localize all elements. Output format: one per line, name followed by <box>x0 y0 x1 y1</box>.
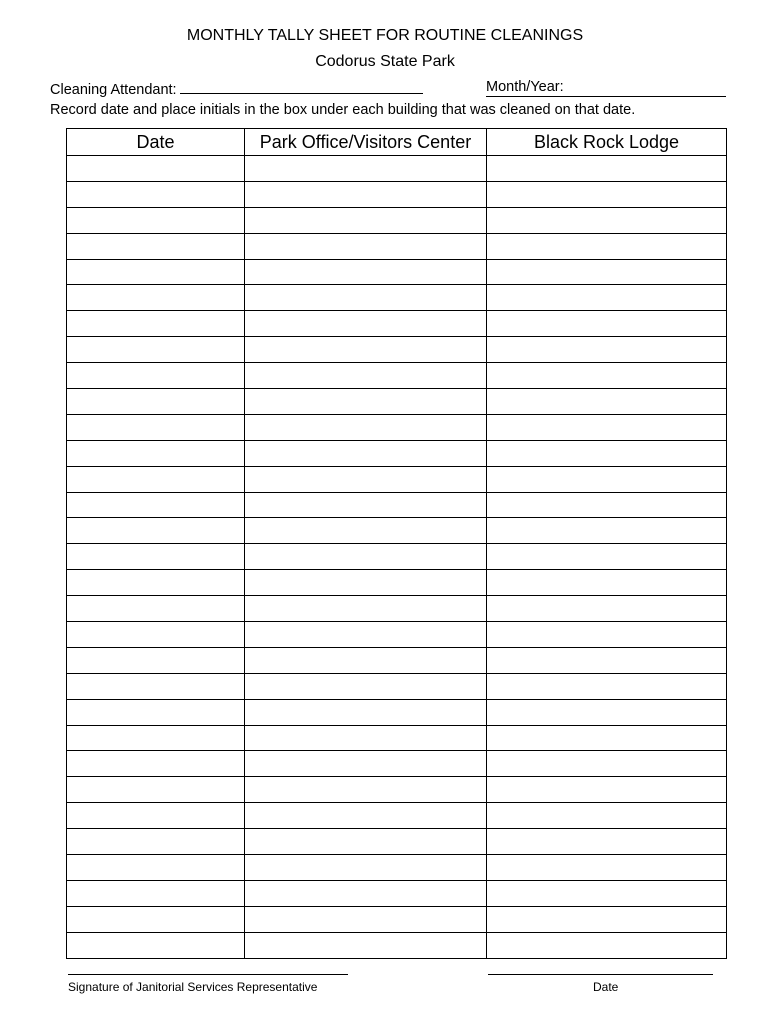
park-office-cell[interactable] <box>245 570 487 596</box>
black-rock-lodge-cell[interactable] <box>487 544 727 570</box>
date-cell[interactable] <box>67 414 245 440</box>
park-office-cell[interactable] <box>245 285 487 311</box>
date-cell[interactable] <box>67 880 245 906</box>
black-rock-lodge-cell[interactable] <box>487 492 727 518</box>
date-cell[interactable] <box>67 156 245 182</box>
park-office-cell[interactable] <box>245 363 487 389</box>
date-cell[interactable] <box>67 932 245 958</box>
column-header-date: Date <box>67 129 245 156</box>
date-cell[interactable] <box>67 777 245 803</box>
park-office-cell[interactable] <box>245 906 487 932</box>
table-row <box>67 259 727 285</box>
date-cell[interactable] <box>67 363 245 389</box>
park-office-cell[interactable] <box>245 880 487 906</box>
table-row <box>67 596 727 622</box>
table-row <box>67 181 727 207</box>
month-year-label: Month/Year: <box>486 79 564 95</box>
black-rock-lodge-cell[interactable] <box>487 906 727 932</box>
date-cell[interactable] <box>67 389 245 415</box>
black-rock-lodge-cell[interactable] <box>487 156 727 182</box>
table-row <box>67 337 727 363</box>
black-rock-lodge-cell[interactable] <box>487 311 727 337</box>
date-cell[interactable] <box>67 829 245 855</box>
table-row <box>67 906 727 932</box>
date-cell[interactable] <box>67 647 245 673</box>
date-cell[interactable] <box>67 803 245 829</box>
date-cell[interactable] <box>67 725 245 751</box>
table-row <box>67 647 727 673</box>
park-office-cell[interactable] <box>245 647 487 673</box>
park-office-cell[interactable] <box>245 725 487 751</box>
date-cell[interactable] <box>67 570 245 596</box>
park-office-cell[interactable] <box>245 751 487 777</box>
park-office-cell[interactable] <box>245 699 487 725</box>
black-rock-lodge-cell[interactable] <box>487 363 727 389</box>
park-office-cell[interactable] <box>245 544 487 570</box>
date-cell[interactable] <box>67 440 245 466</box>
date-cell[interactable] <box>67 906 245 932</box>
table-row <box>67 699 727 725</box>
date-cell[interactable] <box>67 311 245 337</box>
black-rock-lodge-cell[interactable] <box>487 414 727 440</box>
table-row <box>67 829 727 855</box>
park-name: Codorus State Park <box>315 53 455 70</box>
park-office-cell[interactable] <box>245 596 487 622</box>
table-row <box>67 414 727 440</box>
date-cell[interactable] <box>67 337 245 363</box>
table-row <box>67 285 727 311</box>
table-row <box>67 466 727 492</box>
park-office-cell[interactable] <box>245 829 487 855</box>
date-cell[interactable] <box>67 259 245 285</box>
black-rock-lodge-cell[interactable] <box>487 466 727 492</box>
table-row <box>67 855 727 881</box>
park-office-cell[interactable] <box>245 259 487 285</box>
park-office-cell[interactable] <box>245 492 487 518</box>
black-rock-lodge-cell[interactable] <box>487 777 727 803</box>
table-row <box>67 777 727 803</box>
table-row <box>67 440 727 466</box>
date-cell[interactable] <box>67 181 245 207</box>
date-cell[interactable] <box>67 466 245 492</box>
table-row <box>67 518 727 544</box>
date-cell[interactable] <box>67 285 245 311</box>
date-cell[interactable] <box>67 596 245 622</box>
black-rock-lodge-cell[interactable] <box>487 207 727 233</box>
black-rock-lodge-cell[interactable] <box>487 803 727 829</box>
table-row <box>67 233 727 259</box>
park-office-cell[interactable] <box>245 337 487 363</box>
table-header-row <box>67 129 727 156</box>
table-row <box>67 932 727 958</box>
table-row <box>67 673 727 699</box>
date-cell[interactable] <box>67 207 245 233</box>
park-office-cell[interactable] <box>245 181 487 207</box>
black-rock-lodge-cell[interactable] <box>487 647 727 673</box>
date-line[interactable] <box>488 964 713 975</box>
black-rock-lodge-cell[interactable] <box>487 570 727 596</box>
park-office-cell[interactable] <box>245 233 487 259</box>
black-rock-lodge-cell[interactable] <box>487 829 727 855</box>
black-rock-lodge-cell[interactable] <box>487 855 727 881</box>
park-office-cell[interactable] <box>245 855 487 881</box>
date-cell[interactable] <box>67 622 245 648</box>
table-row <box>67 622 727 648</box>
tally-table <box>66 128 727 959</box>
park-office-cell[interactable] <box>245 518 487 544</box>
table-row <box>67 570 727 596</box>
black-rock-lodge-cell[interactable] <box>487 932 727 958</box>
table-row <box>67 880 727 906</box>
black-rock-lodge-cell[interactable] <box>487 699 727 725</box>
table-row <box>67 207 727 233</box>
table-row <box>67 389 727 415</box>
park-office-cell[interactable] <box>245 414 487 440</box>
black-rock-lodge-cell[interactable] <box>487 518 727 544</box>
park-office-cell[interactable] <box>245 466 487 492</box>
park-office-cell[interactable] <box>245 777 487 803</box>
date-cell[interactable] <box>67 233 245 259</box>
black-rock-lodge-cell[interactable] <box>487 440 727 466</box>
black-rock-lodge-cell[interactable] <box>487 389 727 415</box>
instructions-text: Record date and place initials in the box under each building that was cleaned on that date. <box>50 102 636 118</box>
park-office-cell[interactable] <box>245 207 487 233</box>
signature-label: Signature of Janitorial Services Representative <box>68 980 318 994</box>
date-cell[interactable] <box>67 673 245 699</box>
date-cell[interactable] <box>67 518 245 544</box>
column-header-park-office: Park Office/Visitors Center <box>245 129 487 156</box>
black-rock-lodge-cell[interactable] <box>487 622 727 648</box>
black-rock-lodge-cell[interactable] <box>487 233 727 259</box>
black-rock-lodge-cell[interactable] <box>487 673 727 699</box>
date-cell[interactable] <box>67 492 245 518</box>
month-year-field[interactable] <box>486 79 726 97</box>
table-row <box>67 363 727 389</box>
black-rock-lodge-cell[interactable] <box>487 181 727 207</box>
park-office-cell[interactable] <box>245 156 487 182</box>
table-row <box>67 725 727 751</box>
table-row <box>67 803 727 829</box>
cleaning-attendant-blank[interactable] <box>180 79 423 94</box>
black-rock-lodge-cell[interactable] <box>487 880 727 906</box>
column-header-black-rock-lodge: Black Rock Lodge <box>487 129 727 156</box>
park-office-cell[interactable] <box>245 440 487 466</box>
table-row <box>67 156 727 182</box>
table-row <box>67 492 727 518</box>
park-office-cell[interactable] <box>245 311 487 337</box>
black-rock-lodge-cell[interactable] <box>487 285 727 311</box>
date-cell[interactable] <box>67 751 245 777</box>
document-title: MONTHLY TALLY SHEET FOR ROUTINE CLEANINGS <box>186 27 584 44</box>
black-rock-lodge-cell[interactable] <box>487 337 727 363</box>
park-office-cell[interactable] <box>245 389 487 415</box>
black-rock-lodge-cell[interactable] <box>487 596 727 622</box>
cleaning-attendant-field[interactable] <box>50 79 423 98</box>
table-row <box>67 751 727 777</box>
date-cell[interactable] <box>67 544 245 570</box>
black-rock-lodge-cell[interactable] <box>487 259 727 285</box>
black-rock-lodge-cell[interactable] <box>487 725 727 751</box>
park-office-cell[interactable] <box>245 622 487 648</box>
table-row <box>67 311 727 337</box>
date-label: Date <box>593 980 619 994</box>
park-office-cell[interactable] <box>245 673 487 699</box>
park-office-cell[interactable] <box>245 803 487 829</box>
table-row <box>67 544 727 570</box>
black-rock-lodge-cell[interactable] <box>487 751 727 777</box>
cleaning-attendant-label: Cleaning Attendant: <box>50 82 177 98</box>
signature-line[interactable] <box>68 964 348 975</box>
date-cell[interactable] <box>67 699 245 725</box>
park-office-cell[interactable] <box>245 932 487 958</box>
date-cell[interactable] <box>67 855 245 881</box>
